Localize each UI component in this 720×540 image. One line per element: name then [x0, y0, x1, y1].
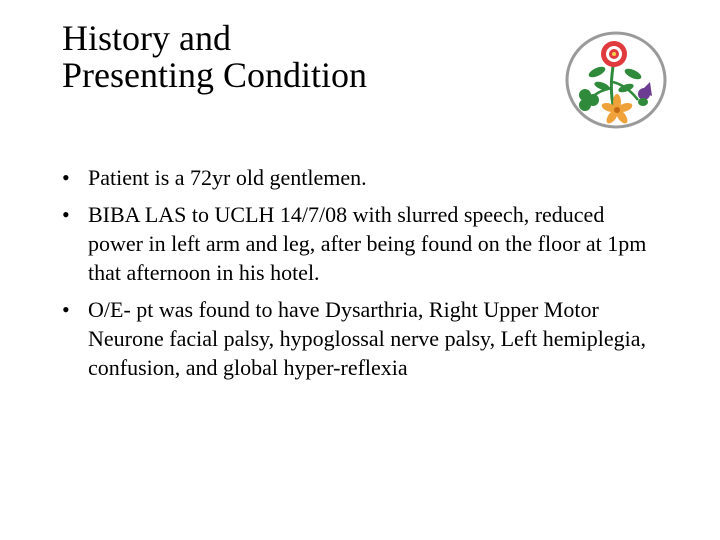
bullet-text-2: BIBA LAS to UCLH 14/7/08 with slurred speech, reduced power in left arm and leg, after being found on the floor at 1pm that afternoon in his hotel.: [88, 202, 647, 285]
bullet-item-3: [62, 295, 662, 382]
bullet-marker: •: [62, 297, 70, 322]
bullet-marker: •: [62, 202, 70, 227]
bullet-item-1: [62, 163, 662, 192]
bullet-marker: •: [62, 165, 70, 190]
title-line-1: History and: [62, 18, 231, 58]
slide-title: [62, 20, 532, 94]
floral-emblem-icon: [564, 30, 668, 130]
bullet-item-2: [62, 200, 662, 287]
bullet-text-3: O/E- pt was found to have Dysarthria, Right Upper Motor Neurone facial palsy, hypoglossal nerve palsy, Left hemiplegia, confusion, and global hyper-reflexia: [88, 297, 646, 380]
title-line-2: Presenting Condition: [62, 55, 367, 95]
bullet-text-1: Patient is a 72yr old gentlemen.: [88, 165, 367, 190]
bullet-list: [62, 163, 662, 390]
